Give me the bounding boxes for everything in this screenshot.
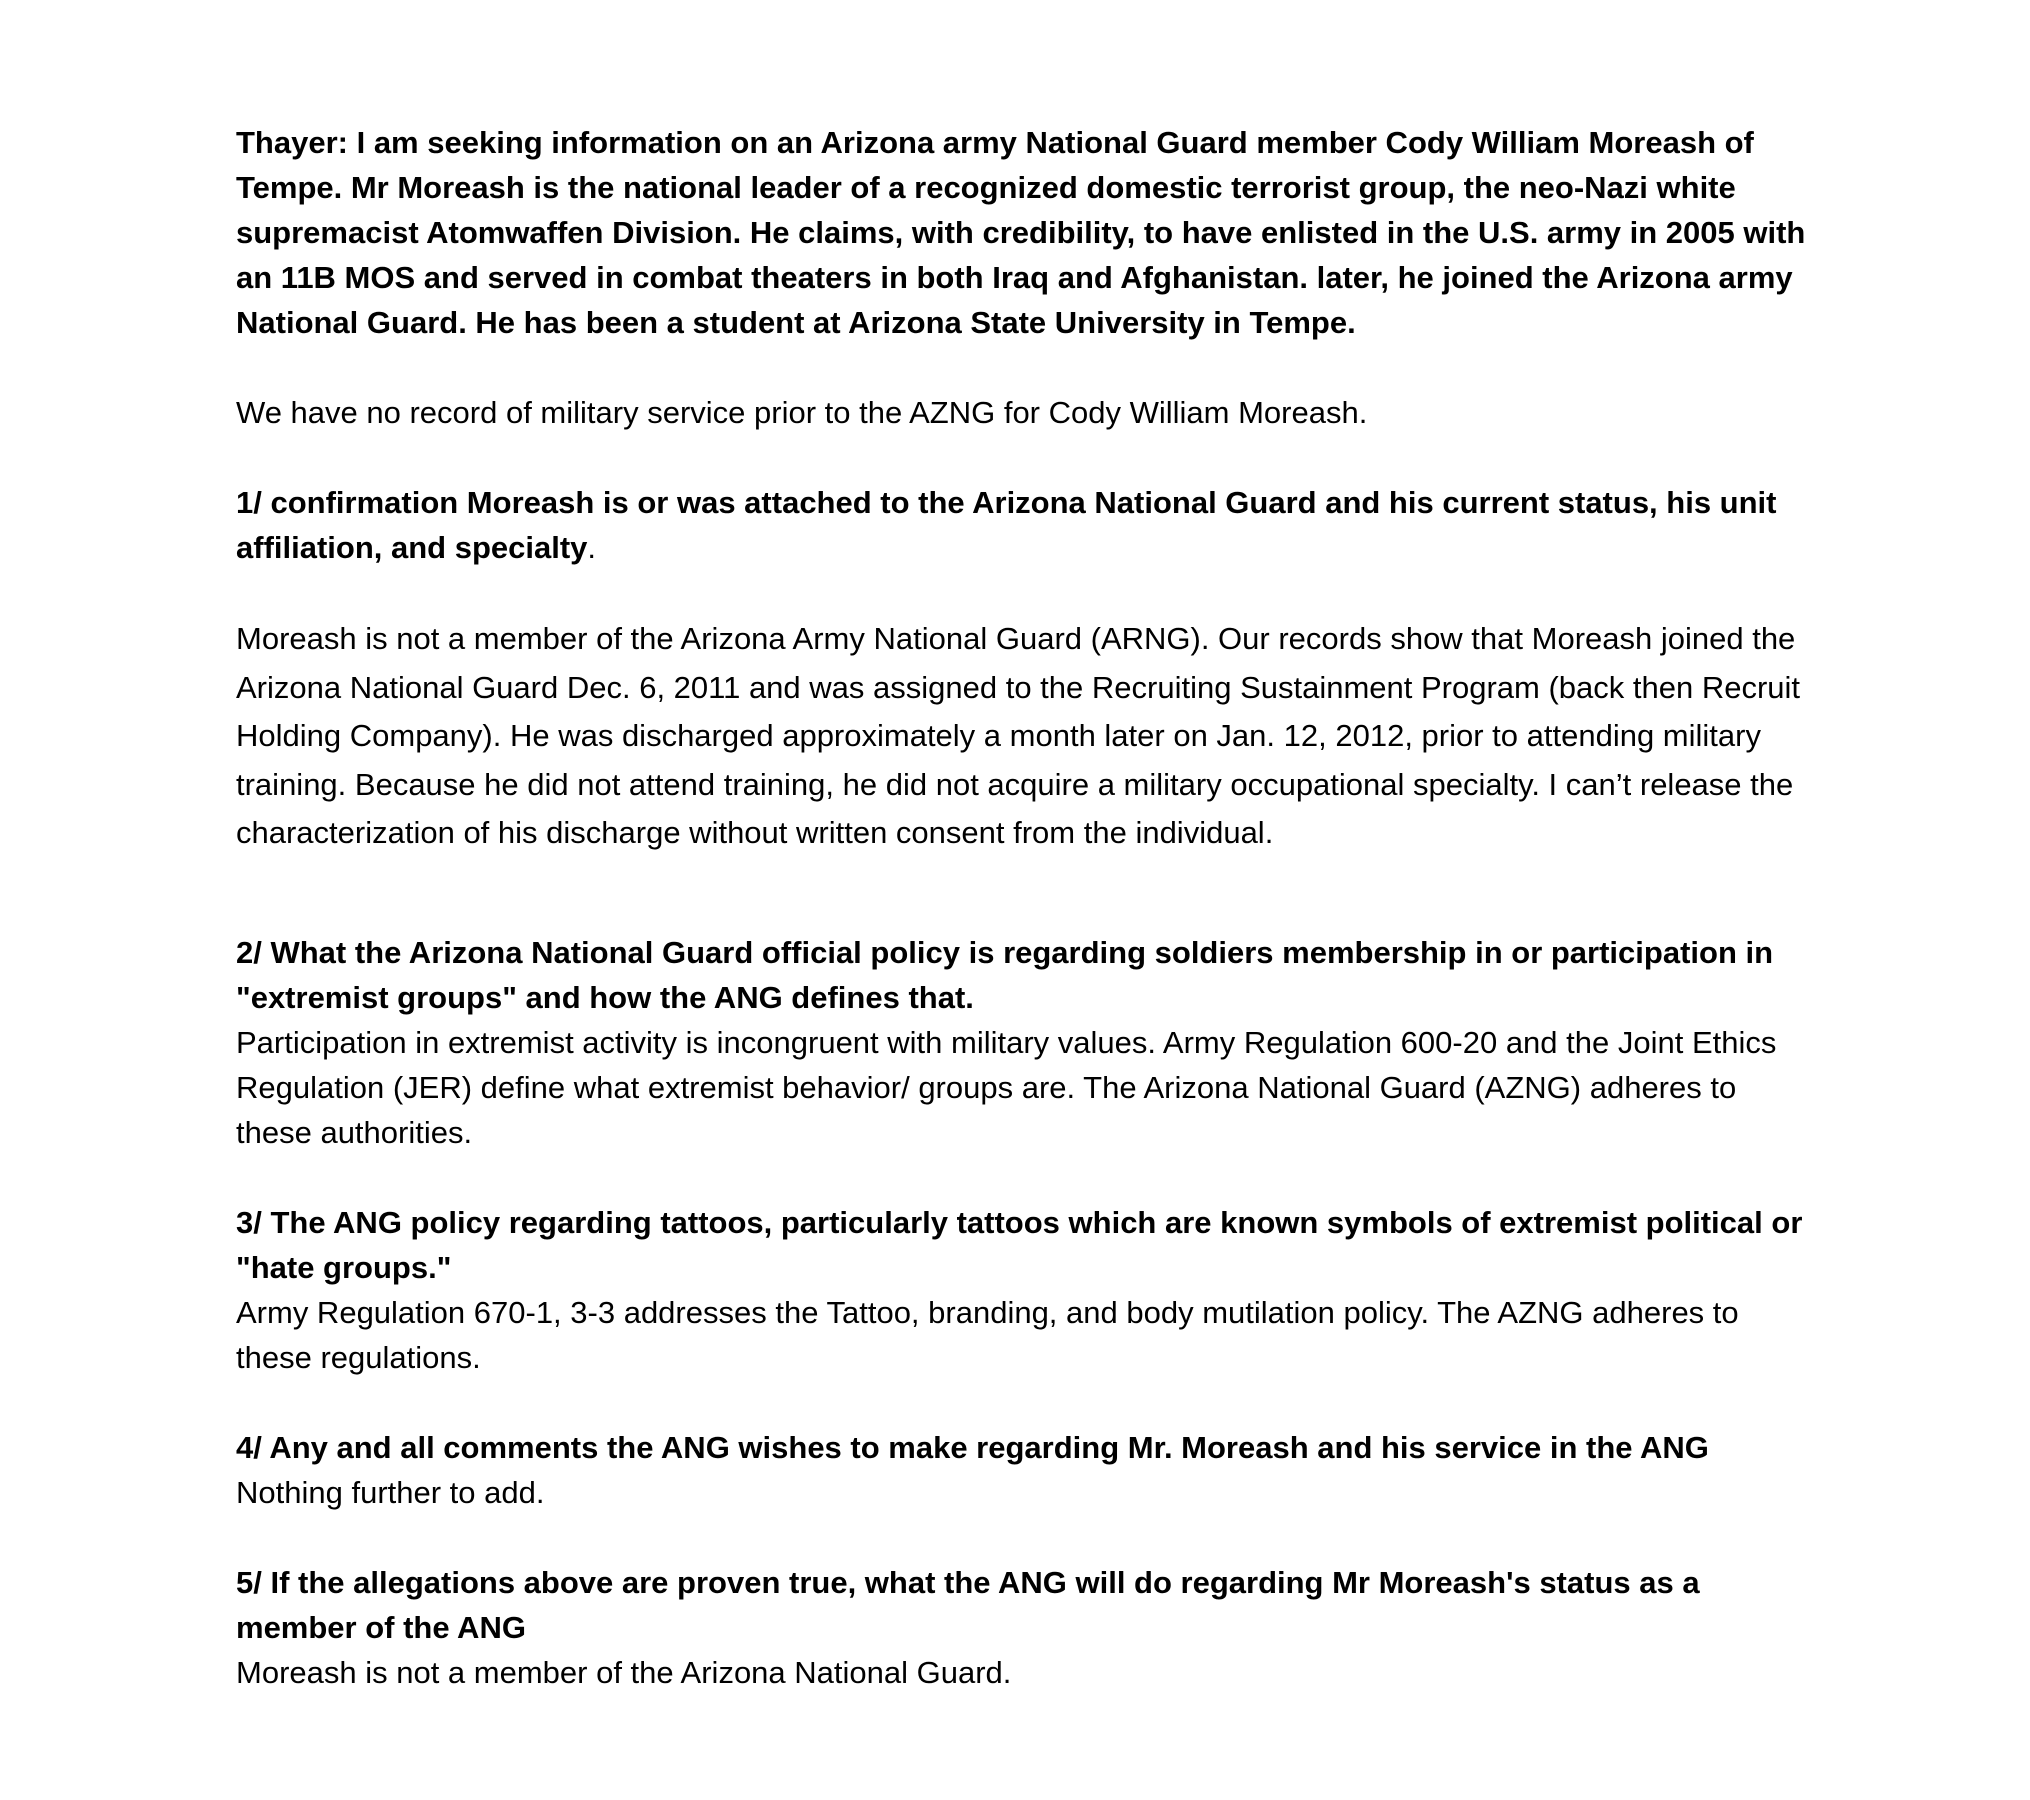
question-2: 2/ What the Arizona National Guard official policy is regarding soldiers membership in or participation in "extremist groups" and how the ANG defines that. bbox=[236, 934, 1774, 1015]
answer-5: Moreash is not a member of the Arizona National Guard. bbox=[236, 1654, 1012, 1690]
question-1 bbox=[236, 480, 1816, 570]
question-1-text: 1/ confirmation Moreash is or was attached to the Arizona National Guard and his current status, his unit affiliation, and specialty bbox=[236, 485, 1777, 565]
question-1-period: . bbox=[587, 530, 597, 565]
answer-3: Army Regulation 670-1, 3-3 addresses the Tattoo, branding, and body mutilation policy. The AZNG adheres to these regulations. bbox=[236, 1294, 1739, 1375]
answer-1: Moreash is not a member of the Arizona Army National Guard (ARNG). Our records show that Moreash joined the Arizona National Guard Dec. 6, 2011 and was assigned to the Recruiting Sustainment Program (back then Recruit Holding Company). He was discharged approximately a month later on Jan. 12, 2012, prior to attending military training. Because he did not attend training, he did not acquire a military occupational specialty. I can’t release the characterization of his discharge without written consent from the individual. bbox=[236, 621, 1801, 850]
intro-answer: We have no record of military service prior to the AZNG for Cody William Moreash. bbox=[236, 395, 1368, 430]
intro-question: Thayer: I am seeking information on an Arizona army National Guard member Cody William Moreash of Tempe. Mr Moreash is the national leader of a recognized domestic terrorist group, the neo-Nazi white supremacist Atomwaffen Division. He claims, with credibility, to have enlisted in the U.S. army in 2005 with an 11B MOS and served in combat theaters in both Iraq and Afghanistan. later, he joined the Arizona army National Guard. He has been a student at Arizona State University in Tempe. bbox=[236, 125, 1806, 340]
document-page bbox=[236, 120, 1816, 1695]
question-4: 4/ Any and all comments the ANG wishes to make regarding Mr. Moreash and his service in the ANG bbox=[236, 1429, 1709, 1465]
question-3: 3/ The ANG policy regarding tattoos, particularly tattoos which are known symbols of extremist political or "hate groups." bbox=[236, 1204, 1803, 1285]
answer-4: Nothing further to add. bbox=[236, 1474, 545, 1510]
answer-2: Participation in extremist activity is incongruent with military values. Army Regulation 600-20 and the Joint Ethics Regulation (JER) define what extremist behavior/ groups are. The Arizona National Guard (AZNG) adheres to these authorities. bbox=[236, 1024, 1777, 1150]
question-5: 5/ If the allegations above are proven true, what the ANG will do regarding Mr Moreash's status as a member of the ANG bbox=[236, 1564, 1700, 1645]
